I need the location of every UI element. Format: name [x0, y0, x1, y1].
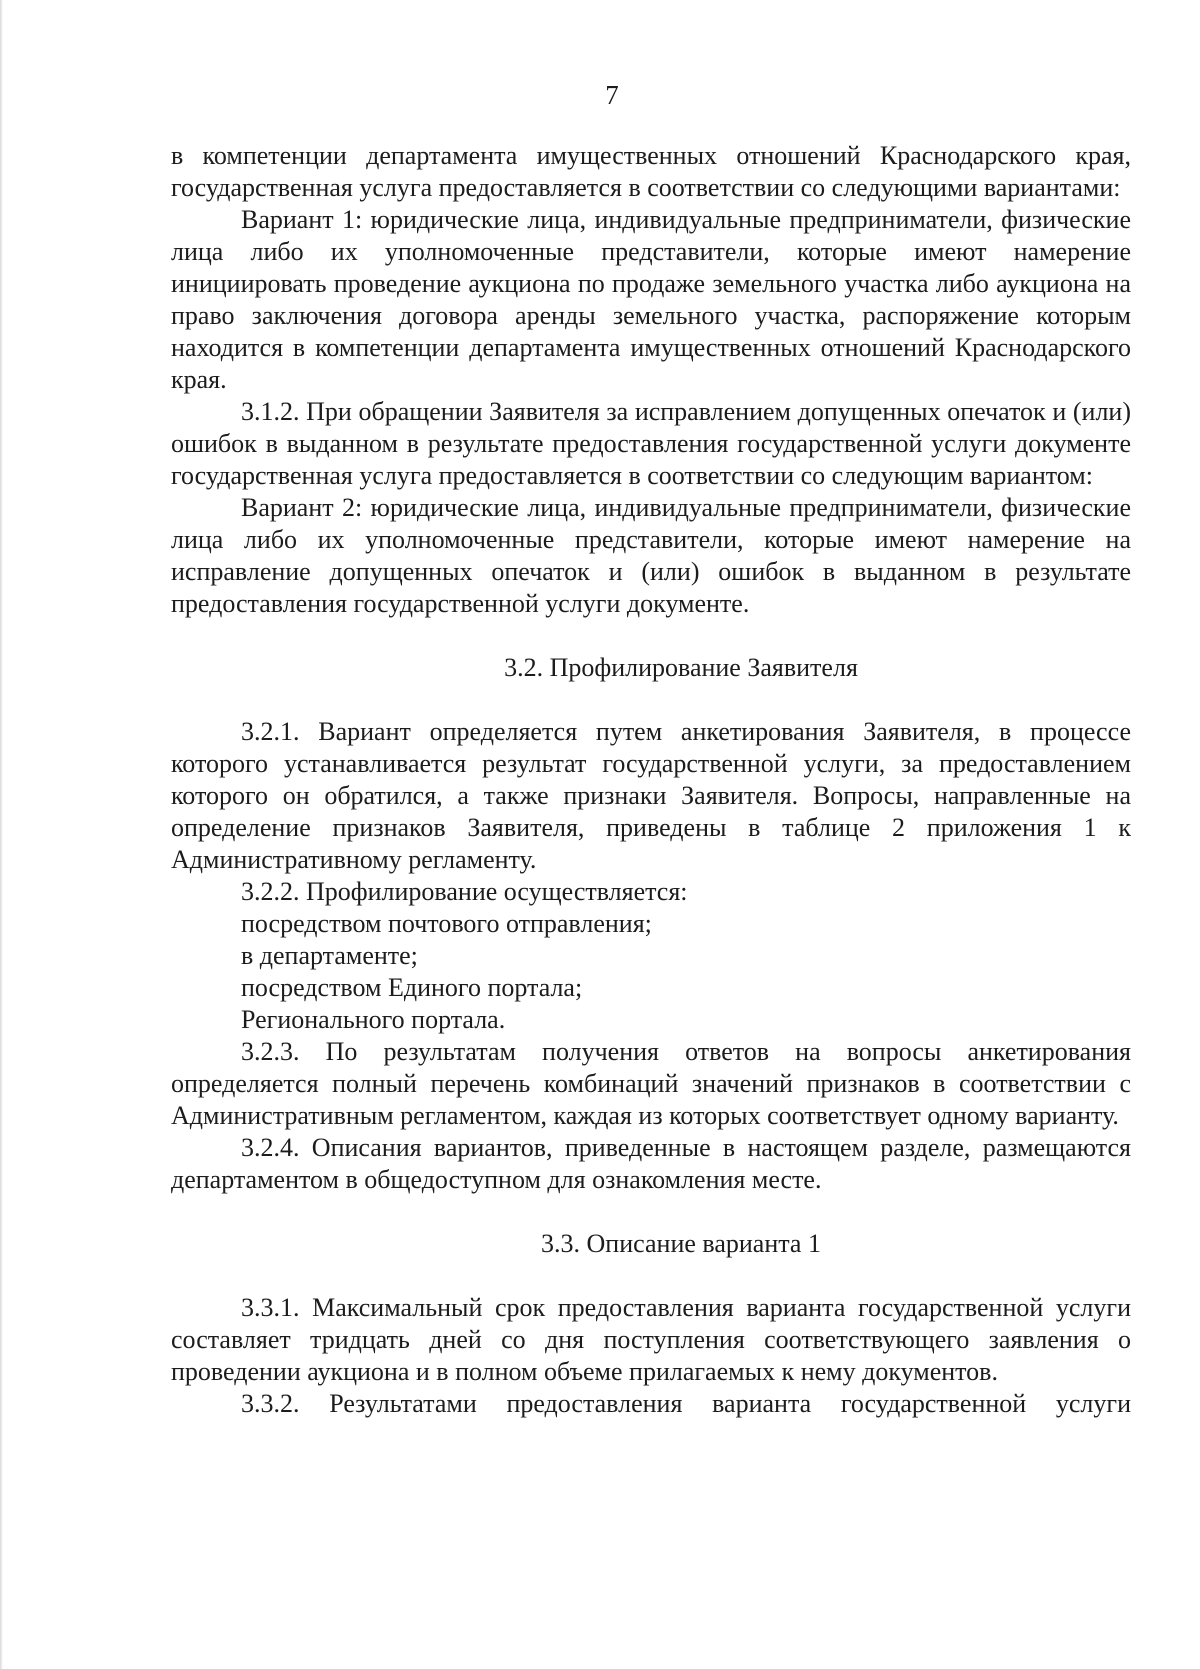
paragraph-3-2-1: 3.2.1. Вариант определяется путем анкетирования Заявителя, в процессе которого устанавливается результат государственной услуги, за предоставлением которого он обратился, а также признаки Заявителя. Вопросы, направленные на определение признаков Заявителя, приведены в таблице 2 приложения 1 к Административному регламенту.	[171, 717, 1131, 874]
spacer	[171, 684, 1131, 716]
spacer	[171, 1260, 1131, 1292]
paragraph-variant-1: Вариант 1: юридические лица, индивидуальные предприниматели, физические лица либо их уполномоченные представители, которые имеют намерение инициировать проведение аукциона по продаже земельного участка либо аукциона на право заключения договора аренды земельного участка, распоряжение которым находится в компетенции департамента имущественных отношений Краснодарского края.	[171, 205, 1131, 394]
paragraph-variants-intro: в компетенции департамента имущественных отношений Краснодарского края, государственная услуга предоставляется в соответствии со следующими вариантами:	[171, 141, 1131, 202]
paragraph-3-2-3: 3.2.3. По результатам получения ответов на вопросы анкетирования определяется полный перечень комбинаций значений признаков в соответствии с Административным регламентом, каждая из которых соответствует одному варианту.	[171, 1037, 1131, 1130]
spacer	[171, 1196, 1131, 1228]
paragraph-3-3-2: 3.3.2. Результатами предоставления варианта государственной услуги	[241, 1389, 1131, 1418]
list-item: посредством Единого портала;	[241, 973, 583, 1002]
section-heading-3-2: 3.2. Профилирование Заявителя	[504, 653, 858, 682]
paragraph-3-2-2: 3.2.2. Профилирование осуществляется:	[241, 877, 688, 906]
scan-edge	[0, 0, 3, 1669]
list-item: Регионального портала.	[241, 1005, 506, 1034]
spacer	[171, 620, 1131, 652]
page-number: 7	[605, 80, 619, 110]
list-item: посредством почтового отправления;	[241, 909, 652, 938]
document-body	[171, 140, 1131, 1420]
paragraph-3-3-1: 3.3.1. Максимальный срок предоставления варианта государственной услуги составляет тридцать дней со дня поступления соответствующего заявления о проведении аукциона и в полном объеме прилагаемых к нему документов.	[171, 1293, 1131, 1386]
paragraph-variant-2: Вариант 2: юридические лица, индивидуальные предприниматели, физические лица либо их уполномоченные представители, которые имеют намерение на исправление допущенных опечаток и (или) ошибок в выданном в результате предоставления государственной услуги документе.	[171, 493, 1131, 618]
list-item: в департаменте;	[241, 941, 418, 970]
section-heading-3-3: 3.3. Описание варианта 1	[541, 1229, 821, 1258]
paragraph-3-1-2: 3.1.2. При обращении Заявителя за исправлением допущенных опечаток и (или) ошибок в выданном в результате предоставления государственной услуги документе государственная услуга предоставляется в соответствии со следующим вариантом:	[171, 397, 1131, 490]
paragraph-3-2-4: 3.2.4. Описания вариантов, приведенные в настоящем разделе, размещаются департаментом в общедоступном для ознакомления месте.	[171, 1133, 1131, 1194]
